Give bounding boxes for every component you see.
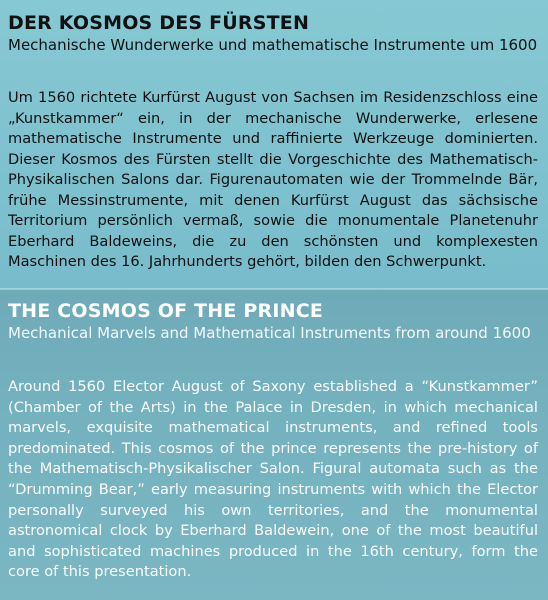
german-panel — [0, 0, 548, 290]
english-body-text: Around 1560 Elector August of Saxony established a “Kunstkammer” (Chamber of the Arts) in the Palace in Dresden, in which mechanical marvels, exquisite mathematical instruments, and refined tools predominated. This cosmos of the prince represents the pre-history of the Mathematisch-Physikalischer Salon. Figural automata such as the “Drumming Bear,” early measuring instruments with which the Elector personally surveyed his own territories, and the monumental astronomical clock by Eberhard Baldewein, one of the most beautiful and sophisticated machines produced in the 16th century, form the core of this presentation. — [8, 378, 538, 581]
german-title: DER KOSMOS DES FÜRSTEN — [8, 12, 310, 34]
german-body-text: Um 1560 richtete Kurfürst August von Sachsen im Residenzschloss eine „Kunstkammer“ ein, in der mechanische Wunderwerke, erlesene mathematische Instrumente und raffinierte Werkzeuge dominierten. Dieser Kosmos des Fürsten stellt die Vorgeschichte des Mathematisch-Physikalischen Salons dar. Figurenautomaten wie der Trommelnde Bär, frühe Messinstrumente, mit denen Kurfürst August das sächsische Territorium persönlich vermaß, sowie die monumentale Planetenuhr Eberhard Baldeweins, die zu den schönsten und komplexesten Maschinen des 16. Jahrhunderts gehört, bilden den Schwerpunkt. — [8, 89, 538, 270]
german-subtitle: Mechanische Wunderwerke und mathematische Instrumente um 1600 — [8, 36, 538, 54]
english-subtitle: Mechanical Marvels and Mathematical Instruments from around 1600 — [8, 324, 531, 342]
english-panel — [0, 290, 548, 600]
english-title: THE COSMOS OF THE PRINCE — [8, 300, 324, 322]
